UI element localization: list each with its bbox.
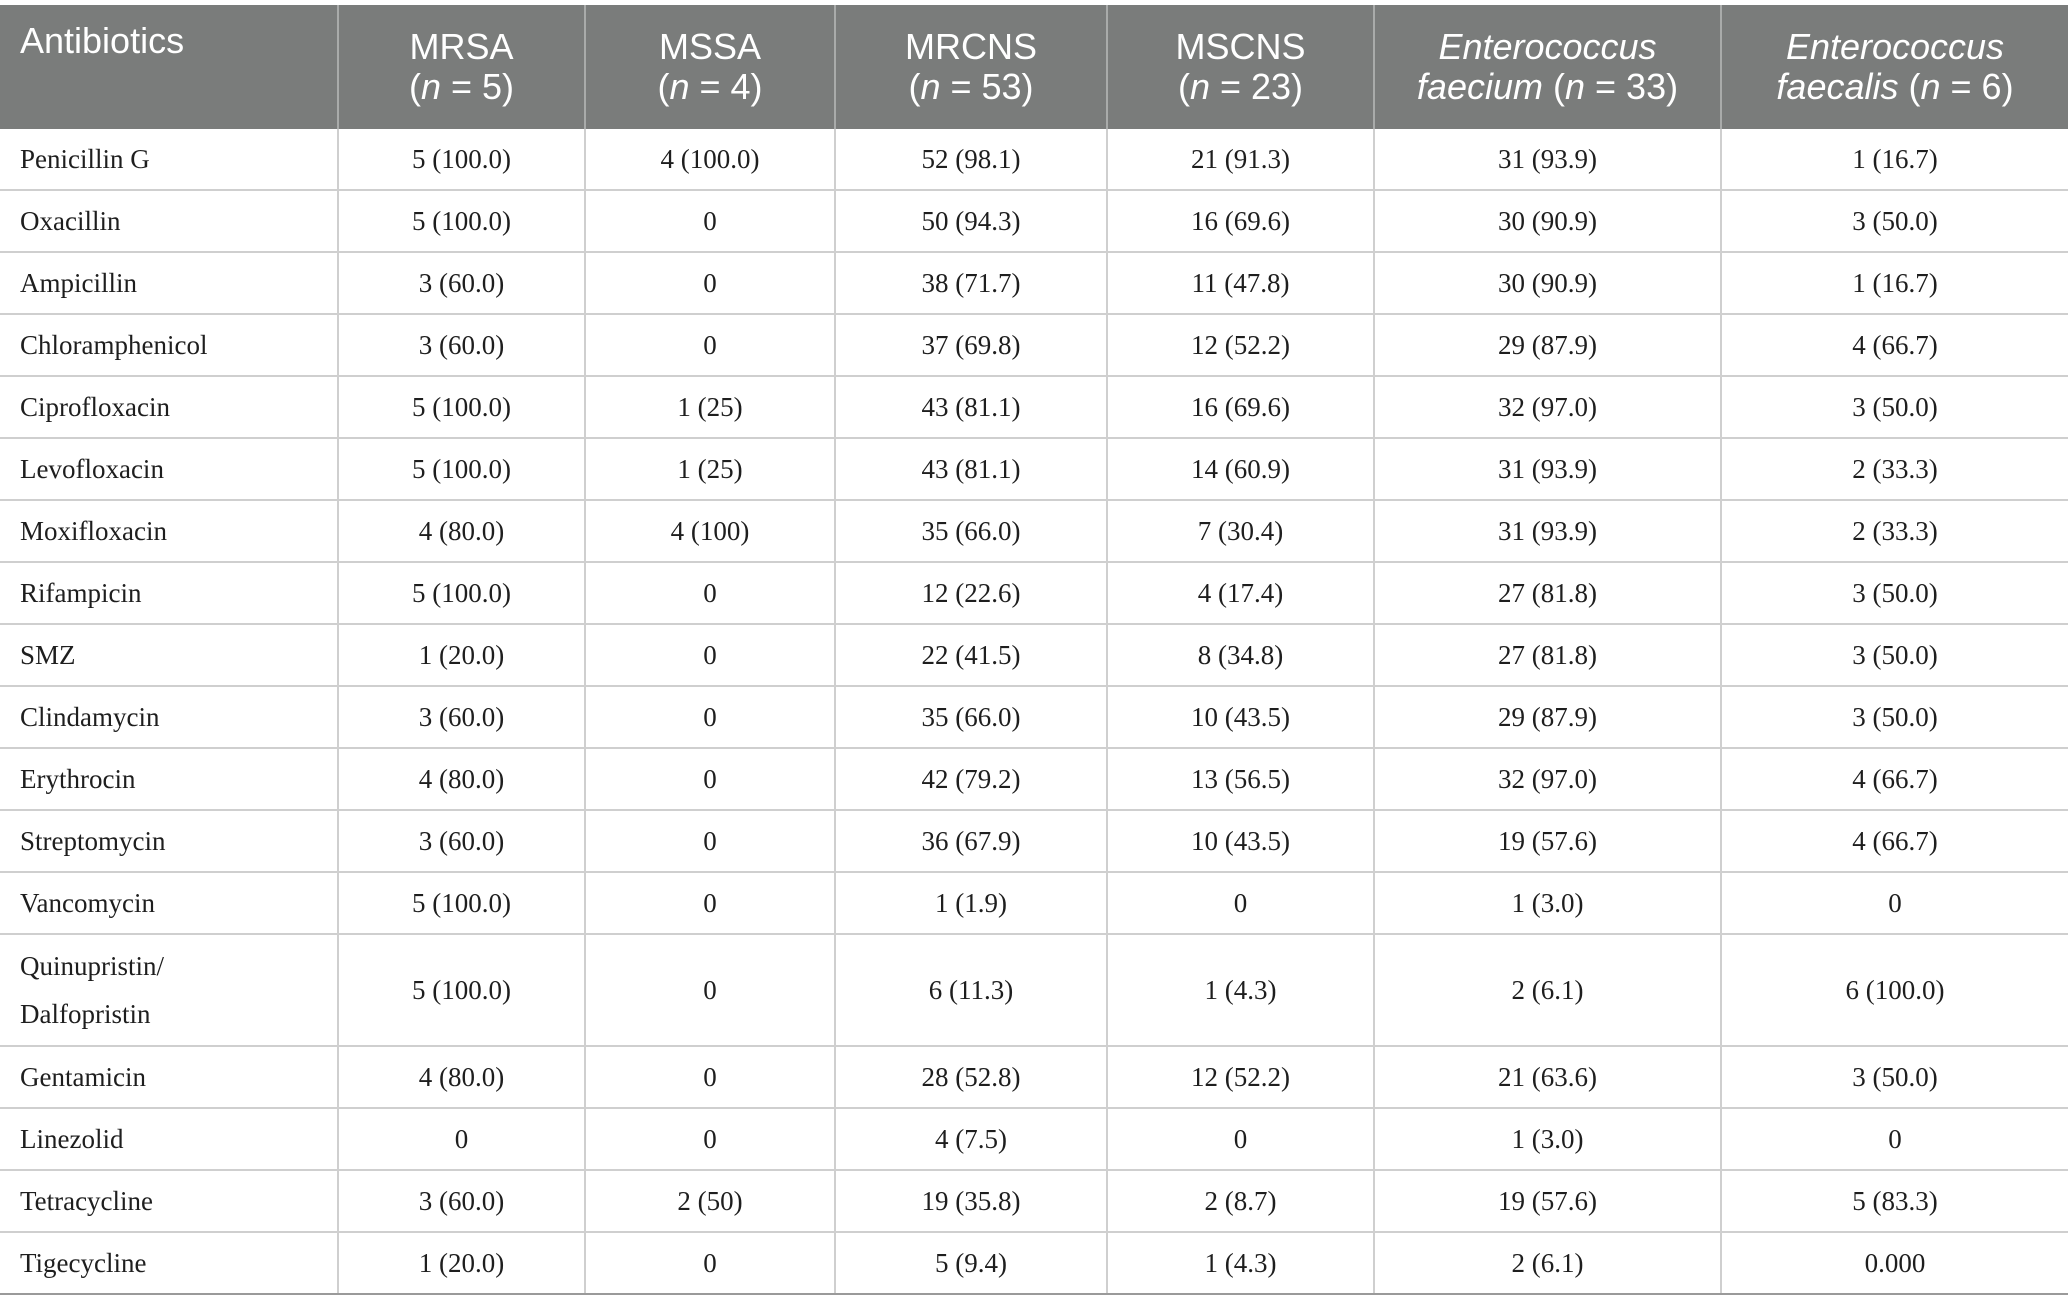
- resistance-value-cell: 35 (66.0): [835, 500, 1107, 562]
- resistance-value-cell: 52 (98.1): [835, 129, 1107, 190]
- header-text: faecalis: [1776, 66, 1899, 107]
- resistance-value-cell: 32 (97.0): [1374, 376, 1721, 438]
- header-text: = 5): [440, 66, 515, 107]
- antibiotic-name: Tigecycline: [20, 1247, 147, 1278]
- table-row: [0, 1108, 2068, 1170]
- resistance-value-cell: 3 (60.0): [338, 1170, 585, 1232]
- header-text: = 53): [940, 66, 1034, 107]
- antibiotic-name-cell: [0, 686, 338, 748]
- header-text: MSSA: [658, 26, 762, 67]
- resistance-value-cell: 0: [585, 748, 835, 810]
- resistance-value-cell: 2 (50): [585, 1170, 835, 1232]
- resistance-value-cell: 3 (50.0): [1721, 624, 2068, 686]
- resistance-value-cell: 0: [585, 1232, 835, 1294]
- column-header: [1721, 5, 2068, 129]
- resistance-value-cell: 0: [585, 872, 835, 934]
- resistance-value-cell: 6 (100.0): [1721, 934, 2068, 1046]
- resistance-value-cell: 4 (66.7): [1721, 810, 2068, 872]
- header-text: (: [1898, 66, 1921, 107]
- header-line: [349, 67, 574, 107]
- resistance-value-cell: 5 (83.3): [1721, 1170, 2068, 1232]
- antibiotic-resistance-table: [0, 5, 2068, 1295]
- table-row: [0, 810, 2068, 872]
- resistance-value-cell: 5 (100.0): [338, 190, 585, 252]
- header-line: [349, 27, 574, 67]
- header-line: [1118, 27, 1363, 67]
- header-text: MSCNS: [1175, 26, 1306, 67]
- resistance-value-cell: 5 (9.4): [835, 1232, 1107, 1294]
- antibiotic-name-cell: [0, 252, 338, 314]
- resistance-value-cell: 1 (4.3): [1107, 934, 1374, 1046]
- antibiotic-name-cell: [0, 1046, 338, 1108]
- antibiotic-name: Dalfopristin: [20, 999, 151, 1029]
- resistance-value-cell: 30 (90.9): [1374, 190, 1721, 252]
- resistance-value-cell: 10 (43.5): [1107, 686, 1374, 748]
- column-header: [585, 5, 835, 129]
- header-line: [1732, 27, 2058, 67]
- resistance-value-cell: 43 (81.1): [835, 438, 1107, 500]
- antibiotic-name: Linezolid: [20, 1123, 124, 1154]
- header-text: (: [657, 66, 670, 107]
- header-text: = 23): [1209, 66, 1304, 107]
- column-header: [338, 5, 585, 129]
- resistance-value-cell: 36 (67.9): [835, 810, 1107, 872]
- table-row: [0, 624, 2068, 686]
- antibiotic-name: Ampicillin: [20, 267, 137, 298]
- resistance-value-cell: 0: [1107, 1108, 1374, 1170]
- antibiotic-name: Moxifloxacin: [20, 515, 167, 546]
- antibiotic-name: Penicillin G: [20, 143, 150, 174]
- resistance-value-cell: 16 (69.6): [1107, 376, 1374, 438]
- resistance-value-cell: 4 (66.7): [1721, 314, 2068, 376]
- antibiotic-name: Clindamycin: [20, 701, 160, 732]
- table-row: [0, 190, 2068, 252]
- resistance-value-cell: 35 (66.0): [835, 686, 1107, 748]
- resistance-value-cell: 4 (17.4): [1107, 562, 1374, 624]
- table-row: [0, 1046, 2068, 1108]
- resistance-value-cell: 1 (25): [585, 376, 835, 438]
- header-line: [596, 27, 824, 67]
- antibiotic-name: Chloramphenicol: [20, 329, 208, 360]
- resistance-value-cell: 3 (60.0): [338, 314, 585, 376]
- resistance-value-cell: 3 (60.0): [338, 252, 585, 314]
- antibiotic-name: Vancomycin: [20, 887, 155, 918]
- resistance-value-cell: 31 (93.9): [1374, 129, 1721, 190]
- resistance-value-cell: 2 (8.7): [1107, 1170, 1374, 1232]
- resistance-value-cell: 29 (87.9): [1374, 314, 1721, 376]
- resistance-value-cell: 0: [585, 190, 835, 252]
- antibiotic-name-cell: [0, 376, 338, 438]
- header-text: n: [669, 66, 690, 107]
- resistance-value-cell: 0: [585, 562, 835, 624]
- resistance-table-container: [0, 5, 2068, 1295]
- table-row: [0, 748, 2068, 810]
- antibiotic-name: Levofloxacin: [20, 453, 164, 484]
- header-text: faecium: [1416, 66, 1543, 107]
- resistance-value-cell: 4 (100): [585, 500, 835, 562]
- resistance-value-cell: 12 (52.2): [1107, 314, 1374, 376]
- antibiotic-name-cell: [0, 1170, 338, 1232]
- resistance-value-cell: 12 (52.2): [1107, 1046, 1374, 1108]
- resistance-value-cell: 50 (94.3): [835, 190, 1107, 252]
- resistance-value-cell: 29 (87.9): [1374, 686, 1721, 748]
- resistance-value-cell: 1 (1.9): [835, 872, 1107, 934]
- header-text: n: [1564, 66, 1586, 107]
- resistance-value-cell: 4 (80.0): [338, 500, 585, 562]
- table-row: [0, 129, 2068, 190]
- resistance-value-cell: 0: [585, 314, 835, 376]
- resistance-value-cell: 0: [585, 252, 835, 314]
- resistance-value-cell: 32 (97.0): [1374, 748, 1721, 810]
- resistance-value-cell: 16 (69.6): [1107, 190, 1374, 252]
- resistance-value-cell: 0: [338, 1108, 585, 1170]
- table-row: [0, 1232, 2068, 1294]
- resistance-value-cell: 5 (100.0): [338, 562, 585, 624]
- resistance-value-cell: 1 (4.3): [1107, 1232, 1374, 1294]
- table-row: [0, 562, 2068, 624]
- header-text: Enterococcus: [1438, 26, 1657, 67]
- resistance-value-cell: 3 (50.0): [1721, 562, 2068, 624]
- resistance-value-cell: 19 (57.6): [1374, 1170, 1721, 1232]
- table-row: [0, 438, 2068, 500]
- resistance-value-cell: 2 (6.1): [1374, 934, 1721, 1046]
- header-line: [1118, 67, 1363, 107]
- table-header: [0, 5, 2068, 129]
- antibiotic-name-cell: [0, 810, 338, 872]
- resistance-value-cell: 3 (50.0): [1721, 376, 2068, 438]
- resistance-value-cell: 30 (90.9): [1374, 252, 1721, 314]
- antibiotic-name-cell: [0, 748, 338, 810]
- antibiotic-name-cell: [0, 934, 338, 1046]
- resistance-value-cell: 42 (79.2): [835, 748, 1107, 810]
- header-line: [1385, 67, 1710, 107]
- resistance-value-cell: 3 (50.0): [1721, 686, 2068, 748]
- resistance-value-cell: 5 (100.0): [338, 934, 585, 1046]
- resistance-value-cell: 27 (81.8): [1374, 562, 1721, 624]
- table-row: [0, 872, 2068, 934]
- resistance-value-cell: 4 (100.0): [585, 129, 835, 190]
- header-text: Antibiotics: [20, 20, 185, 61]
- resistance-value-cell: 1 (20.0): [338, 624, 585, 686]
- resistance-value-cell: 3 (50.0): [1721, 1046, 2068, 1108]
- resistance-value-cell: 1 (16.7): [1721, 252, 2068, 314]
- resistance-value-cell: 37 (69.8): [835, 314, 1107, 376]
- resistance-value-cell: 1 (3.0): [1374, 1108, 1721, 1170]
- resistance-value-cell: 0: [585, 624, 835, 686]
- resistance-value-cell: 5 (100.0): [338, 129, 585, 190]
- resistance-value-cell: 0: [1721, 872, 2068, 934]
- resistance-value-cell: 19 (57.6): [1374, 810, 1721, 872]
- resistance-value-cell: 5 (100.0): [338, 872, 585, 934]
- resistance-value-cell: 43 (81.1): [835, 376, 1107, 438]
- resistance-value-cell: 4 (80.0): [338, 748, 585, 810]
- antibiotic-name-cell: [0, 190, 338, 252]
- table-row: [0, 934, 2068, 1046]
- resistance-value-cell: 1 (3.0): [1374, 872, 1721, 934]
- antibiotic-name-cell: [0, 500, 338, 562]
- antibiotic-name: Erythrocin: [20, 763, 136, 794]
- table-row: [0, 252, 2068, 314]
- resistance-value-cell: 11 (47.8): [1107, 252, 1374, 314]
- column-header: [1374, 5, 1721, 129]
- antibiotic-name: Quinupristin/: [20, 951, 165, 981]
- table-row: [0, 1170, 2068, 1232]
- header-text: n: [1920, 66, 1941, 107]
- header-text: (: [408, 66, 421, 107]
- header-text: Enterococcus: [1785, 26, 2005, 67]
- resistance-value-cell: 28 (52.8): [835, 1046, 1107, 1108]
- resistance-value-cell: 19 (35.8): [835, 1170, 1107, 1232]
- header-text: (: [1542, 66, 1565, 107]
- table-row: [0, 314, 2068, 376]
- resistance-value-cell: 2 (33.3): [1721, 438, 2068, 500]
- resistance-value-cell: 5 (100.0): [338, 438, 585, 500]
- header-text: = 33): [1585, 66, 1679, 107]
- resistance-value-cell: 31 (93.9): [1374, 500, 1721, 562]
- header-text: (: [1177, 66, 1190, 107]
- resistance-value-cell: 0.000: [1721, 1232, 2068, 1294]
- resistance-value-cell: 22 (41.5): [835, 624, 1107, 686]
- resistance-value-cell: 3 (60.0): [338, 686, 585, 748]
- antibiotic-name: Tetracycline: [20, 1185, 154, 1216]
- resistance-value-cell: 0: [585, 686, 835, 748]
- resistance-value-cell: 27 (81.8): [1374, 624, 1721, 686]
- antibiotic-name-cell: [0, 129, 338, 190]
- antibiotic-name-cell: [0, 438, 338, 500]
- column-header-antibiotics: [0, 5, 338, 129]
- resistance-value-cell: 2 (6.1): [1374, 1232, 1721, 1294]
- antibiotic-name: Oxacillin: [20, 205, 121, 236]
- antibiotic-name: Ciprofloxacin: [20, 391, 170, 422]
- antibiotic-name-cell: [0, 1232, 338, 1294]
- resistance-value-cell: 14 (60.9): [1107, 438, 1374, 500]
- resistance-value-cell: 10 (43.5): [1107, 810, 1374, 872]
- antibiotic-name-cell: [0, 872, 338, 934]
- resistance-value-cell: 4 (80.0): [338, 1046, 585, 1108]
- header-line: [846, 67, 1096, 107]
- resistance-value-cell: 13 (56.5): [1107, 748, 1374, 810]
- header-line: [596, 67, 824, 107]
- resistance-value-cell: 2 (33.3): [1721, 500, 2068, 562]
- resistance-value-cell: 3 (50.0): [1721, 190, 2068, 252]
- resistance-value-cell: 1 (16.7): [1721, 129, 2068, 190]
- header-text: n: [920, 66, 941, 107]
- resistance-value-cell: 0: [1107, 872, 1374, 934]
- antibiotic-name: Gentamicin: [20, 1061, 146, 1092]
- resistance-value-cell: 4 (7.5): [835, 1108, 1107, 1170]
- antibiotic-name-cell: [0, 314, 338, 376]
- header-text: n: [420, 66, 441, 107]
- header-row: [0, 5, 2068, 129]
- antibiotic-name: SMZ: [20, 639, 76, 670]
- antibiotic-name: Streptomycin: [20, 825, 166, 856]
- header-text: MRSA: [409, 26, 514, 67]
- resistance-value-cell: 4 (66.7): [1721, 748, 2068, 810]
- resistance-value-cell: 7 (30.4): [1107, 500, 1374, 562]
- resistance-value-cell: 0: [585, 1108, 835, 1170]
- header-line: [846, 27, 1096, 67]
- resistance-value-cell: 5 (100.0): [338, 376, 585, 438]
- resistance-value-cell: 0: [1721, 1108, 2068, 1170]
- resistance-value-cell: 0: [585, 810, 835, 872]
- resistance-value-cell: 6 (11.3): [835, 934, 1107, 1046]
- header-text: (: [908, 66, 921, 107]
- resistance-value-cell: 1 (20.0): [338, 1232, 585, 1294]
- resistance-value-cell: 12 (22.6): [835, 562, 1107, 624]
- resistance-value-cell: 8 (34.8): [1107, 624, 1374, 686]
- header-line: [1732, 67, 2058, 107]
- resistance-value-cell: 3 (60.0): [338, 810, 585, 872]
- table-row: [0, 376, 2068, 438]
- antibiotic-name-cell: [0, 1108, 338, 1170]
- resistance-value-cell: 1 (25): [585, 438, 835, 500]
- resistance-value-cell: 21 (63.6): [1374, 1046, 1721, 1108]
- table-row: [0, 686, 2068, 748]
- resistance-value-cell: 0: [585, 1046, 835, 1108]
- resistance-value-cell: 31 (93.9): [1374, 438, 1721, 500]
- header-line: [20, 21, 327, 61]
- table-row: [0, 500, 2068, 562]
- header-text: = 6): [1940, 66, 2014, 107]
- resistance-value-cell: 21 (91.3): [1107, 129, 1374, 190]
- header-text: = 4): [689, 66, 763, 107]
- antibiotic-name: Rifampicin: [20, 577, 142, 608]
- table-body: [0, 129, 2068, 1294]
- column-header: [1107, 5, 1374, 129]
- resistance-value-cell: 38 (71.7): [835, 252, 1107, 314]
- antibiotic-name-cell: [0, 562, 338, 624]
- column-header: [835, 5, 1107, 129]
- header-text: MRCNS: [905, 26, 1037, 67]
- header-line: [1385, 27, 1710, 67]
- resistance-value-cell: 0: [585, 934, 835, 1046]
- header-text: n: [1189, 66, 1210, 107]
- antibiotic-name-cell: [0, 624, 338, 686]
